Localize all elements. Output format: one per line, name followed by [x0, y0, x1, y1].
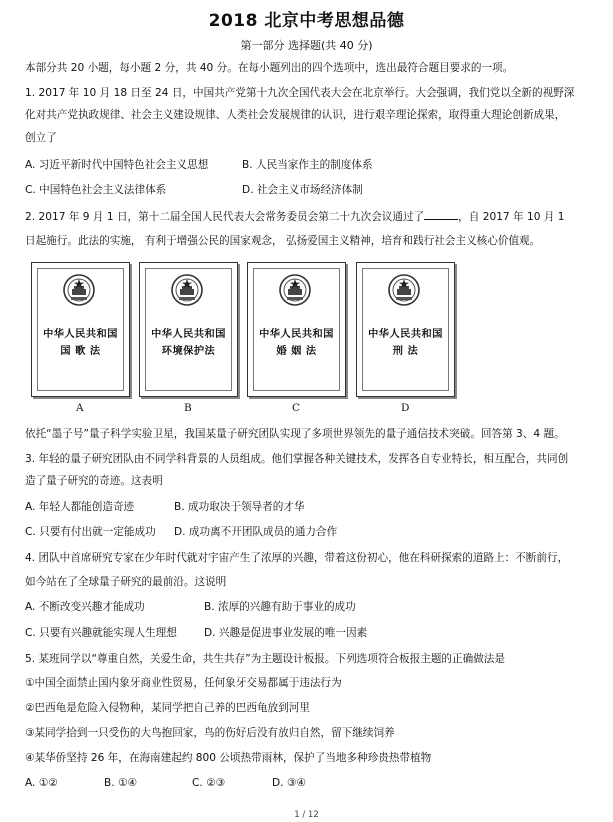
book-title-line2: 婚 姻 法 — [276, 345, 317, 357]
document-title: 2018 北京中考思想品德 — [208, 11, 405, 31]
section-subtitle: 第一部分 选择题(共 40 分) — [240, 39, 373, 52]
q5-statement-4: ④某华侨坚持 26 年，在海南建起约 800 公顷热带雨林，保护了当地多种珍贵热带植物 — [25, 752, 432, 764]
answer-blank — [424, 209, 458, 220]
q1-line2: 化对共产党执政规律、社会主义建设规律、人类社会发展规律的认识，进行艰辛理论探索，取得重大理论创新成果， — [25, 109, 566, 121]
q1-line1: 1. 2017 年 10 月 18 日至 24 日，中国共产党第十九次全国代表大会在北京举行。大会强调，我们党以全新的视野深 — [25, 87, 575, 99]
book-cover-d — [356, 262, 455, 397]
book-title-line2: 环境保护法 — [161, 345, 216, 357]
book-title-line1: 中华人民共和国 — [259, 328, 334, 340]
q2-line2: 日起施行。此法的实施， 有利于增强公民的国家观念， 弘扬爱国主义精神，培育和践行社会主义核心价值观。 — [25, 235, 541, 247]
q5-statement-3: ③某同学拾到一只受伤的大鸟抱回家，鸟的伤好后没有放归自然，留下继续饲养 — [25, 727, 395, 739]
q4-option-b: B. 浓厚的兴趣有助于事业的成功 — [204, 601, 356, 613]
q5-option-d: D. ③④ — [272, 777, 306, 789]
q3-line2: 造了量子研究的奇迹。这表明 — [25, 475, 163, 487]
q3-option-c: C. 只要有付出就一定能成功 — [25, 526, 156, 538]
q2-line1 — [25, 209, 565, 224]
intro-text: 本部分共 20 小题，每小题 2 分，共 40 分。在每小题列出的四个选项中，选出最符合题目要求的一项。 — [25, 62, 514, 74]
q1-option-c: C. 中国特色社会主义法律体系 — [25, 184, 167, 196]
book-label-b: B — [184, 402, 192, 414]
book-title-line1: 中华人民共和国 — [151, 328, 226, 340]
national-emblem-icon — [278, 273, 312, 307]
q5-option-a: A. ①② — [25, 777, 58, 789]
book-cover-a — [31, 262, 130, 397]
book-title-line1: 中华人民共和国 — [368, 328, 443, 340]
q3-option-b: B. 成功取决于领导者的才华 — [174, 501, 305, 513]
q4-option-a: A. 不断改变兴趣才能成功 — [25, 601, 145, 613]
national-emblem-icon — [170, 273, 204, 307]
q4-option-d: D. 兴趣是促进事业发展的唯一因素 — [204, 627, 368, 639]
q3-option-a: A. 年轻人都能创造奇迹 — [25, 501, 135, 513]
book-label-c: C — [292, 402, 301, 414]
book-title-line1: 中华人民共和国 — [43, 328, 118, 340]
page-number: 1 / 12 — [294, 810, 319, 820]
q4-line1: 4. 团队中首席研究专家在少年时代就对宇宙产生了浓厚的兴趣，带着这份初心，他在科研探索的道路上：不断前行， — [25, 552, 569, 564]
q1-option-d: D. 社会主义市场经济体制 — [242, 184, 363, 196]
q1-option-b: B. 人民当家作主的制度体系 — [242, 159, 373, 171]
q5-option-c: C. ②③ — [192, 777, 226, 789]
q1-option-a: A. 习近平新时代中国特色社会主义思想 — [25, 159, 209, 171]
q5-line1: 5. 某班同学以“尊重自然，关爱生命，共生共存”为主题设计板报。下列选项符合板报主题的正确做法是 — [25, 653, 505, 665]
national-emblem-icon — [62, 273, 96, 307]
q5-statement-2: ②巴西龟是危险入侵物种，某同学把自己养的巴西龟放到河里 — [25, 702, 310, 714]
book-title-line2: 国 歌 法 — [60, 345, 101, 357]
q3-line1: 3. 年轻的量子研究团队由不同学科背景的人员组成。他们掌握各种关键技术，发挥各自专业特长，相互配合，共同创 — [25, 453, 569, 465]
q2-line1-pre: 2. 2017 年 9 月 1 日，第十二届全国人民代表大会常务委员会第二十九次会议通过了 — [25, 211, 425, 223]
book-label-a: A — [76, 402, 84, 414]
q2-line1-post: ，自 2017 年 10 月 1 — [458, 211, 565, 223]
book-title-line2: 刑 法 — [392, 345, 419, 357]
q5-statement-1: ①中国全面禁止国内象牙商业性贸易，任何象牙交易都属于违法行为 — [25, 677, 342, 689]
book-cover-c — [247, 262, 346, 397]
q4-line2: 如今站在了全球量子研究的最前沿。这说明 — [25, 576, 227, 588]
q5-option-b: B. ①④ — [104, 777, 137, 789]
q34-lead: 依托“墨子号”量子科学实验卫星，我国某量子研究团队实现了多项世界领先的量子通信技术突破。回答第 3、4 题。 — [25, 428, 565, 440]
q4-option-c: C. 只要有兴趣就能实现人生理想 — [25, 627, 177, 639]
book-cover-b — [139, 262, 238, 397]
national-emblem-icon — [387, 273, 421, 307]
q3-option-d: D. 成功离不开团队成员的通力合作 — [174, 526, 338, 538]
q1-line3: 创立了 — [25, 132, 57, 144]
book-label-d: D — [401, 402, 410, 414]
